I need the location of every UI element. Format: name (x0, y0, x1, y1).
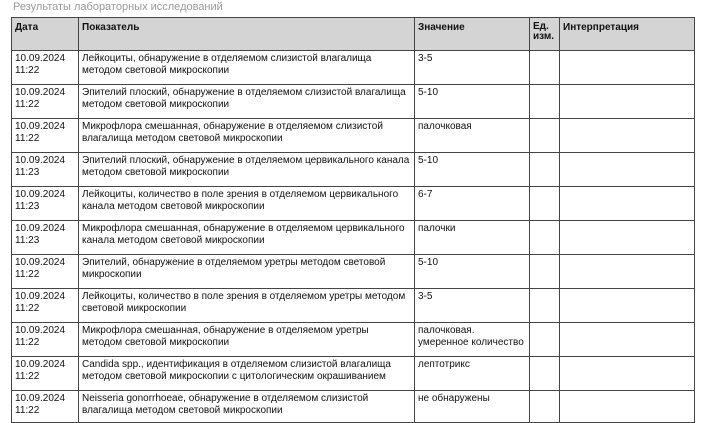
cell-interpretation (560, 119, 695, 153)
time-value: 11:23 (15, 167, 40, 178)
cell-value: палочковая. умеренное количество (415, 323, 530, 357)
date-value: 10.09.2024 (15, 393, 66, 404)
table-row (12, 221, 695, 255)
cell-value: палочковая (415, 119, 530, 153)
time-value: 11:22 (15, 405, 40, 416)
cell-unit (530, 153, 560, 187)
cell-indicator: Candida spp., идентификация в отделяемом слизистой влагалища методом световой микроскопии с цитологическим окрашиванием (79, 357, 415, 391)
cell-interpretation (560, 289, 695, 323)
cell-date (12, 153, 79, 187)
cell-value: не обнаружены (415, 391, 530, 423)
table-row (12, 323, 695, 357)
date-value: 10.09.2024 (15, 87, 66, 98)
cell-unit (530, 187, 560, 221)
cell-date (12, 289, 79, 323)
cell-date (12, 357, 79, 391)
cell-unit (530, 119, 560, 153)
table-row (12, 51, 695, 85)
date-value: 10.09.2024 (15, 291, 66, 302)
date-value: 10.09.2024 (15, 257, 66, 268)
table-row (12, 119, 695, 153)
date-value: 10.09.2024 (15, 53, 66, 64)
date-value: 10.09.2024 (15, 325, 66, 336)
cell-interpretation (560, 255, 695, 289)
cell-interpretation (560, 153, 695, 187)
cell-indicator: Микрофлора смешанная, обнаружение в отделяемом слизистой влагалища методом световой микроскопии (79, 119, 415, 153)
table-row (12, 255, 695, 289)
cell-date (12, 221, 79, 255)
cell-unit (530, 85, 560, 119)
cell-interpretation (560, 323, 695, 357)
time-value: 11:22 (15, 337, 40, 348)
table-row (12, 289, 695, 323)
date-value: 10.09.2024 (15, 359, 66, 370)
cell-indicator: Микрофлора смешанная, обнаружение в отделяемом цервикального канала методом световой микроскопии (79, 221, 415, 255)
cell-interpretation (560, 187, 695, 221)
time-value: 11:22 (15, 371, 40, 382)
cell-indicator: Лейкоциты, количество в поле зрения в отделяемом цервикального канала методом световой микроскопии (79, 187, 415, 221)
time-value: 11:22 (15, 133, 40, 144)
table-row (12, 357, 695, 391)
header-interpretation: Интерпретация (560, 18, 695, 51)
cell-date (12, 187, 79, 221)
time-value: 11:22 (15, 269, 40, 280)
cell-interpretation (560, 51, 695, 85)
date-value: 10.09.2024 (15, 189, 66, 200)
cell-indicator: Лейкоциты, количество в поле зрения в отделяемом уретры методом световой микроскопии (79, 289, 415, 323)
cell-indicator: Эпителий, обнаружение в отделяемом уретры методом световой микроскопии (79, 255, 415, 289)
cell-unit (530, 391, 560, 423)
time-value: 11:23 (15, 235, 40, 246)
table-row (12, 391, 695, 423)
header-value: Значение (415, 18, 530, 51)
cell-date (12, 255, 79, 289)
table-body (12, 51, 695, 423)
cell-interpretation (560, 221, 695, 255)
table-row (12, 187, 695, 221)
cell-value: 5-10 (415, 153, 530, 187)
cell-unit (530, 289, 560, 323)
section-caption: Результаты лабораторных исследований (13, 1, 223, 13)
date-value: 10.09.2024 (15, 121, 66, 132)
lab-results-table (11, 17, 695, 423)
cell-value: 5-10 (415, 255, 530, 289)
header-date: Дата (12, 18, 79, 51)
time-value: 11:22 (15, 303, 40, 314)
table-row (12, 153, 695, 187)
cell-date (12, 323, 79, 357)
table-header-row (12, 18, 695, 51)
cell-indicator: Эпителий плоский, обнаружение в отделяемом слизистой влагалища методом световой микроскопии (79, 85, 415, 119)
cell-value: 3-5 (415, 51, 530, 85)
cell-indicator: Микрофлора смешанная, обнаружение в отделяемом уретры методом световой микроскопии (79, 323, 415, 357)
time-value: 11:23 (15, 201, 40, 212)
cell-unit (530, 323, 560, 357)
cell-date (12, 391, 79, 423)
cell-indicator: Лейкоциты, обнаружение в отделяемом слизистой влагалища методом световой микроскопии (79, 51, 415, 85)
date-value: 10.09.2024 (15, 155, 66, 166)
cell-value: 3-5 (415, 289, 530, 323)
header-indicator: Показатель (79, 18, 415, 51)
cell-unit (530, 255, 560, 289)
cell-indicator: Эпителий плоский, обнаружение в отделяемом цервикального канала методом световой микроскопии (79, 153, 415, 187)
time-value: 11:22 (15, 65, 40, 76)
cell-date (12, 51, 79, 85)
cell-unit (530, 357, 560, 391)
cell-date (12, 85, 79, 119)
cell-value: 5-10 (415, 85, 530, 119)
cell-value: 6-7 (415, 187, 530, 221)
cell-value: лептотрикс (415, 357, 530, 391)
table-row (12, 85, 695, 119)
cell-interpretation (560, 357, 695, 391)
cell-indicator: Neisseria gonorrhoeae, обнаружение в отделяемом слизистой влагалища методом световой микроскопии (79, 391, 415, 423)
cell-date (12, 119, 79, 153)
time-value: 11:22 (15, 99, 40, 110)
date-value: 10.09.2024 (15, 223, 66, 234)
cell-interpretation (560, 391, 695, 423)
cell-interpretation (560, 85, 695, 119)
cell-unit (530, 221, 560, 255)
header-unit: Ед. изм. (530, 18, 560, 51)
cell-value: палочки (415, 221, 530, 255)
cell-unit (530, 51, 560, 85)
